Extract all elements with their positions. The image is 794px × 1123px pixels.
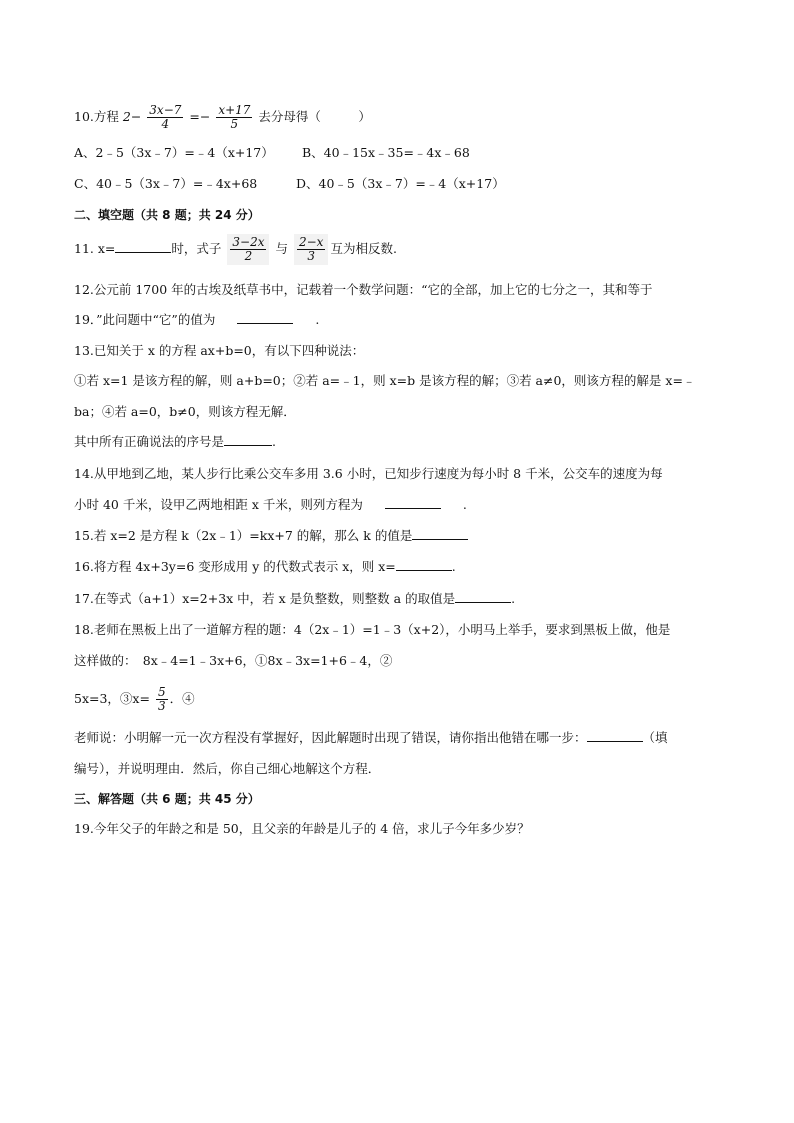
- q11-frac2-numerator: 2−x: [298, 235, 324, 249]
- q19-stem: 19.今年父子的年龄之和是 50，且父亲的年龄是儿子的 4 倍，求儿子今年多少岁？: [74, 821, 530, 836]
- q14-line-2: [74, 496, 467, 514]
- q10-suffix: 去分母得（ ）: [258, 109, 371, 124]
- q18-line-3: [74, 686, 195, 713]
- q11-mid: 时，式子: [171, 241, 222, 256]
- q12-line-1: 12.公元前 1700 年的古埃及纸草书中，记载着一个数学问题：“它的全部，加上它的七分之一，其和等于: [74, 282, 653, 297]
- q11-answer-blank[interactable]: [115, 240, 171, 253]
- q13-line-1: 13.已知关于 x 的方程 ax+b=0，有以下四种说法：: [74, 343, 365, 358]
- q13-line4-prefix: 其中所有正确说法的序号是: [74, 434, 225, 449]
- section-2-title: 二、填空题（共 8 题；共 24 分）: [74, 208, 260, 222]
- q12-line2-prefix: 19．”此问题中“它”的值为: [74, 312, 216, 327]
- q10-option-a[interactable]: A、2﹣5（3x﹣7）=﹣4（x+17）: [74, 145, 274, 160]
- q12-line2-suffix: .: [315, 312, 320, 327]
- q10-option-d[interactable]: D、40﹣5（3x﹣7）=﹣4（x+17）: [296, 176, 505, 191]
- q18-answer-blank[interactable]: [587, 729, 643, 742]
- q18-frac-numerator: 5: [157, 685, 166, 699]
- q10-expr-mid: =−: [189, 109, 211, 124]
- q10-frac1-denominator: 4: [161, 117, 170, 131]
- q15-answer-blank[interactable]: [412, 527, 468, 540]
- q13-line-4: [74, 433, 276, 451]
- q17-stem: [74, 590, 515, 608]
- q14-line-1: 14.从甲地到乙地，某人步行比乘公交车多用 3.6 小时，已知步行速度为每小时 8 千米，公交车的速度为每: [74, 466, 663, 481]
- q18-line-1: 18.老师在黑板上出了一道解方程的题：4（2x﹣1）=1﹣3（x+2），小明马上举手，要求到黑板上做，他是: [74, 622, 671, 637]
- q16-prefix: 16.将方程 4x+3y=6 变形成用 y 的代数式表示 x，则 x=: [74, 559, 396, 574]
- q11-fraction-1: [227, 234, 269, 265]
- q14-answer-blank[interactable]: [385, 496, 441, 509]
- q16-answer-blank[interactable]: [396, 558, 452, 571]
- q10-frac2-denominator: 5: [230, 117, 239, 131]
- q14-line2-suffix: .: [462, 497, 467, 512]
- q10-stem: [74, 104, 371, 131]
- q10-option-b[interactable]: B、40﹣15x﹣35=﹣4x﹣68: [302, 145, 470, 160]
- q17-answer-blank[interactable]: [455, 590, 511, 603]
- q11-connector: 与: [275, 241, 288, 256]
- q18-line4-prefix: 老师说：小明解一元一次方程没有掌握好，因此解题时出现了错误，请你指出他错在哪一步：: [74, 730, 587, 745]
- q10-fraction-2: [216, 104, 252, 131]
- q13-answer-blank[interactable]: [224, 433, 272, 446]
- q17-prefix: 17.在等式（a+1）x=2+3x 中，若 x 是负整数，则整数 a 的取值是: [74, 591, 456, 606]
- q10-prefix: 10.方程: [74, 109, 119, 124]
- q10-frac1-numerator: 3x−7: [149, 103, 182, 117]
- q13-line-3: ba；④若 a=0，b≠0，则该方程无解．: [74, 404, 296, 419]
- q18-fraction: [156, 686, 168, 713]
- q18-line3-prefix: 5x=3，③x=: [74, 691, 150, 706]
- q11-suffix: 互为相反数.: [330, 241, 397, 256]
- q11-fraction-2: [294, 234, 328, 265]
- q17-suffix: .: [511, 591, 516, 606]
- q18-frac-denominator: 3: [157, 699, 166, 713]
- q10-frac2-numerator: x+17: [218, 103, 251, 117]
- q10-fraction-1: [147, 104, 183, 131]
- q13-line-2: ①若 x=1 是该方程的解，则 a+b=0；②若 a=﹣1，则 x=b 是该方程的解；③若 a≠0，则该方程的解是 x=﹣: [74, 373, 696, 388]
- q12-answer-blank[interactable]: [237, 311, 293, 324]
- q11-frac1-numerator: 3−2x: [232, 235, 265, 249]
- q18-line-5: 编号），并说明理由．然后，你自己细心地解这个方程．: [74, 761, 381, 776]
- q18-line4-suffix: （填: [642, 730, 668, 745]
- q11-frac2-denominator: 3: [307, 249, 316, 263]
- q10-option-c[interactable]: C、40﹣5（3x﹣7）=﹣4x+68: [74, 176, 258, 191]
- q10-expr-lead: 2−: [122, 109, 142, 124]
- q18-line-2: 这样做的： 8x﹣4=1﹣3x+6，①8x﹣3x=1+6﹣4，②: [74, 653, 393, 668]
- section-3-title: 三、解答题（共 6 题；共 45 分）: [74, 792, 260, 806]
- q16-stem: [74, 558, 456, 576]
- q11-prefix: 11. x=: [74, 241, 116, 256]
- q11-stem: [74, 234, 397, 265]
- q15-prefix: 15.若 x=2 是方程 k（2x﹣1）=kx+7 的解，那么 k 的值是: [74, 528, 413, 543]
- q15-stem: [74, 527, 468, 545]
- q14-line2-prefix: 小时 40 千米，设甲乙两地相距 x 千米，则列方程为: [74, 497, 363, 512]
- q13-line4-suffix: .: [272, 434, 276, 449]
- q18-line3-suffix: ．④: [169, 691, 195, 706]
- q12-line-2: [74, 311, 319, 329]
- q11-frac1-denominator: 2: [244, 249, 253, 263]
- q16-suffix: .: [451, 559, 456, 574]
- q18-line-4: [74, 729, 668, 747]
